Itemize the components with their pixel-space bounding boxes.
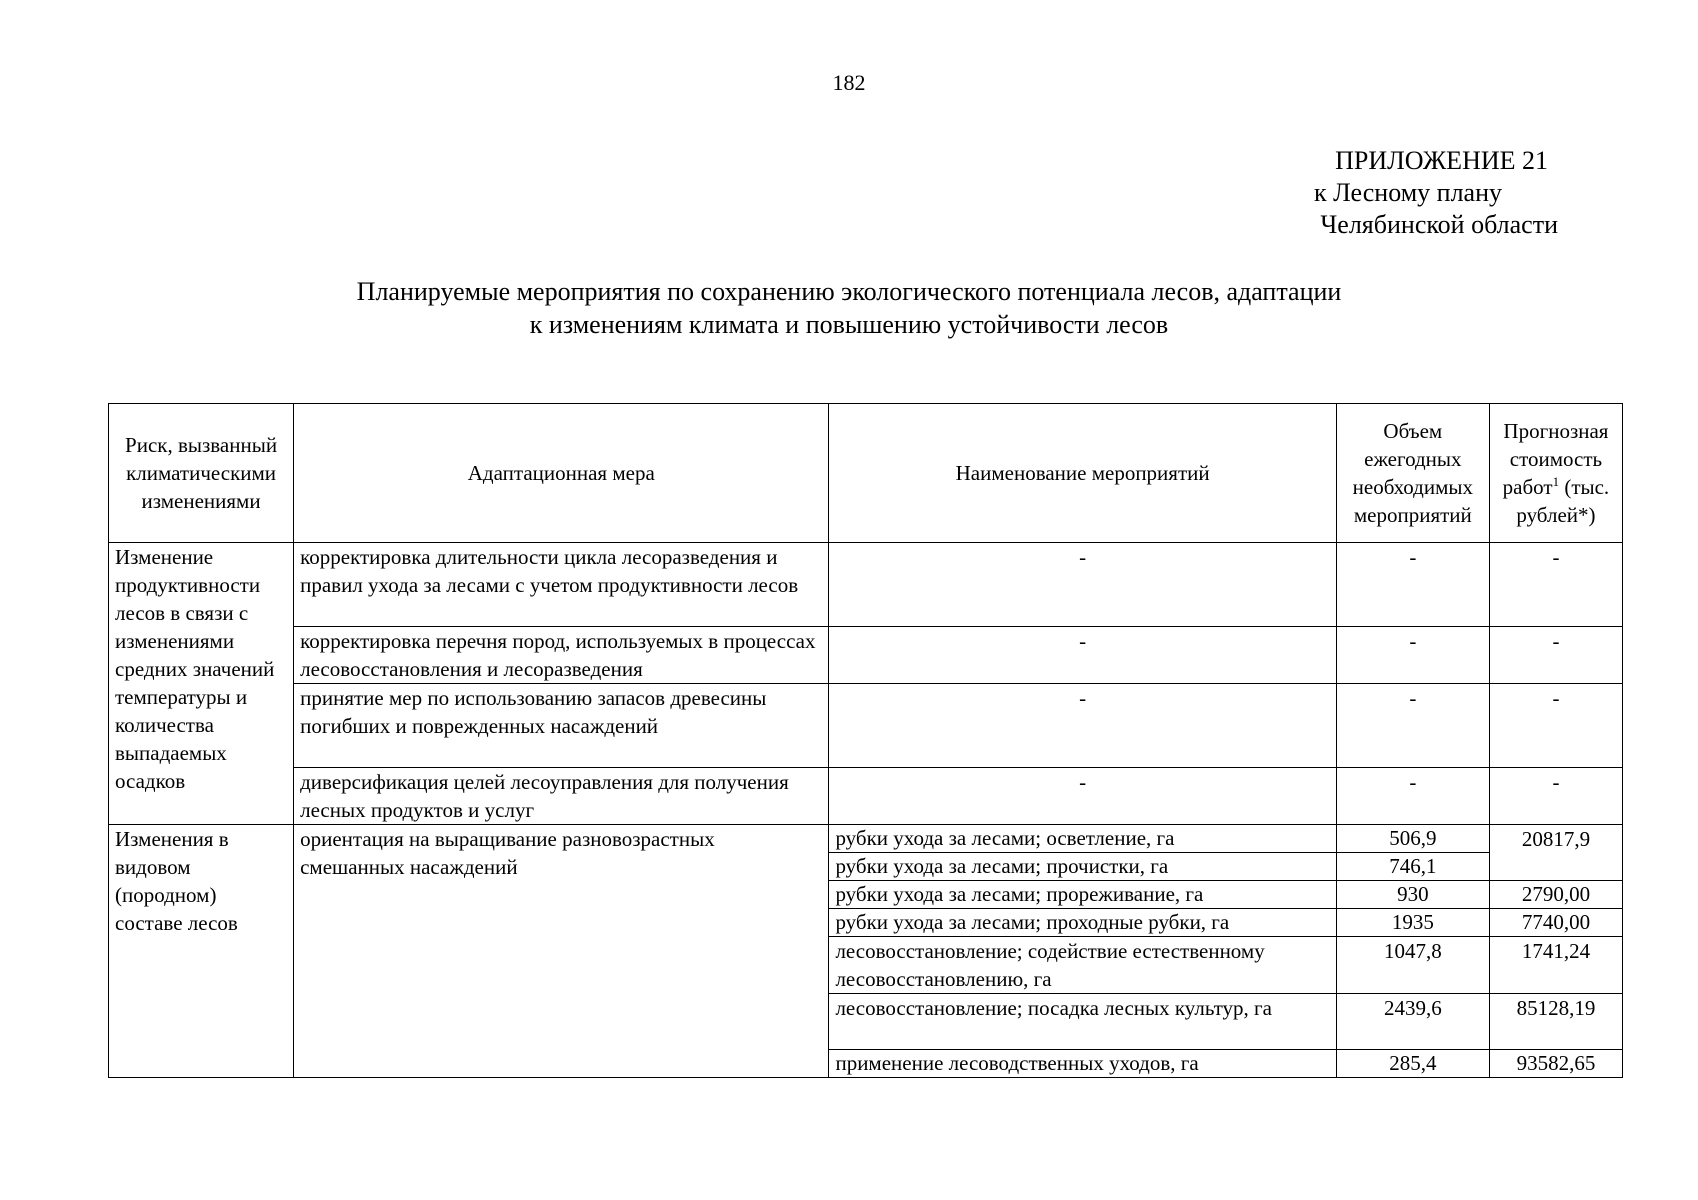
volume-cell: 930 (1336, 881, 1489, 909)
activity-cell: - (829, 543, 1336, 627)
table-row (109, 543, 1623, 627)
volume-cell: - (1336, 684, 1489, 768)
document-title (0, 275, 1698, 341)
table-row (109, 627, 1623, 684)
cost-cell: 85128,19 (1489, 994, 1622, 1050)
cost-cell: - (1489, 768, 1622, 825)
header-cost-footnote: 1 (1552, 474, 1560, 489)
header-volume: Объем ежегодных необходимых мероприятий (1336, 404, 1489, 543)
header-measure: Адаптационная мера (294, 404, 829, 543)
activity-cell: лесовосстановление; содействие естественному лесовосстановлению, га (829, 937, 1336, 994)
page-number: 182 (832, 70, 866, 95)
volume-cell: 1935 (1336, 909, 1489, 937)
activity-cell: применение лесоводственных уходов, га (829, 1050, 1336, 1078)
risk-cell-productivity: Изменение продуктивности лесов в связи с изменениями средних значений температуры и количества выпадаемых осадков (109, 543, 294, 825)
activity-cell: рубки ухода за лесами; прочистки, га (829, 853, 1336, 881)
measure-cell: диверсификация целей лесоуправления для получения лесных продуктов и услуг (294, 768, 829, 825)
volume-cell: 2439,6 (1336, 994, 1489, 1050)
cost-cell: - (1489, 684, 1622, 768)
volume-cell: 506,9 (1336, 825, 1489, 853)
header-activity: Наименование мероприятий (829, 404, 1336, 543)
table-row (109, 768, 1623, 825)
activity-cell: лесовосстановление; посадка лесных культур, га (829, 994, 1336, 1050)
cost-cell: - (1489, 543, 1622, 627)
appendix-reference: к Лесному плану (1313, 178, 1502, 207)
activity-cell: рубки ухода за лесами; проходные рубки, га (829, 909, 1336, 937)
cost-cell: - (1489, 627, 1622, 684)
volume-cell: 1047,8 (1336, 937, 1489, 994)
table-row (109, 825, 1623, 853)
table-header-row (109, 404, 1623, 543)
cost-cell: 7740,00 (1489, 909, 1622, 937)
appendix-number: ПРИЛОЖЕНИЕ 21 (1335, 146, 1548, 175)
volume-cell: - (1336, 543, 1489, 627)
table-row (109, 684, 1623, 768)
activity-cell: - (829, 684, 1336, 768)
measure-cell: принятие мер по использованию запасов древесины погибших и поврежденных насаждений (294, 684, 829, 768)
header-risk: Риск, вызванный климатическими изменениями (109, 404, 294, 543)
volume-cell: 746,1 (1336, 853, 1489, 881)
activity-cell: рубки ухода за лесами; осветление, га (829, 825, 1336, 853)
header-cost-prefix: Прогнозная стоимость работ (1502, 419, 1609, 499)
cost-cell: 2790,00 (1489, 881, 1622, 909)
activity-cell: - (829, 627, 1336, 684)
header-cost (1489, 404, 1622, 543)
cost-cell: 1741,24 (1489, 937, 1622, 994)
volume-cell: 285,4 (1336, 1050, 1489, 1078)
volume-cell: - (1336, 627, 1489, 684)
title-line-1: Планируемые мероприятия по сохранению экологического потенциала лесов, адаптации (356, 277, 1342, 306)
measure-cell: корректировка перечня пород, используемых в процессах лесовосстановления и лесоразведения (294, 627, 829, 684)
appendix-region: Челябинской области (1320, 210, 1558, 239)
measure-cell-mixed-stands: ориентация на выращивание разновозрастных смешанных насаждений (294, 825, 829, 1078)
measure-cell: корректировка длительности цикла лесоразведения и правил ухода за лесами с учетом продуктивности лесов (294, 543, 829, 627)
risk-cell-species: Изменения в видовом (породном) составе лесов (109, 825, 294, 1078)
cost-cell-merged: 20817,9 (1489, 825, 1622, 881)
activity-cell: рубки ухода за лесами; прореживание, га (829, 881, 1336, 909)
appendix-header (1138, 145, 1558, 241)
title-line-2: к изменениям климата и повышению устойчивости лесов (529, 310, 1169, 339)
header-cost-suffix: (тыс. рублей*) (1516, 475, 1610, 527)
measures-table (108, 403, 1623, 1078)
volume-cell: - (1336, 768, 1489, 825)
cost-cell: 93582,65 (1489, 1050, 1622, 1078)
activity-cell: - (829, 768, 1336, 825)
